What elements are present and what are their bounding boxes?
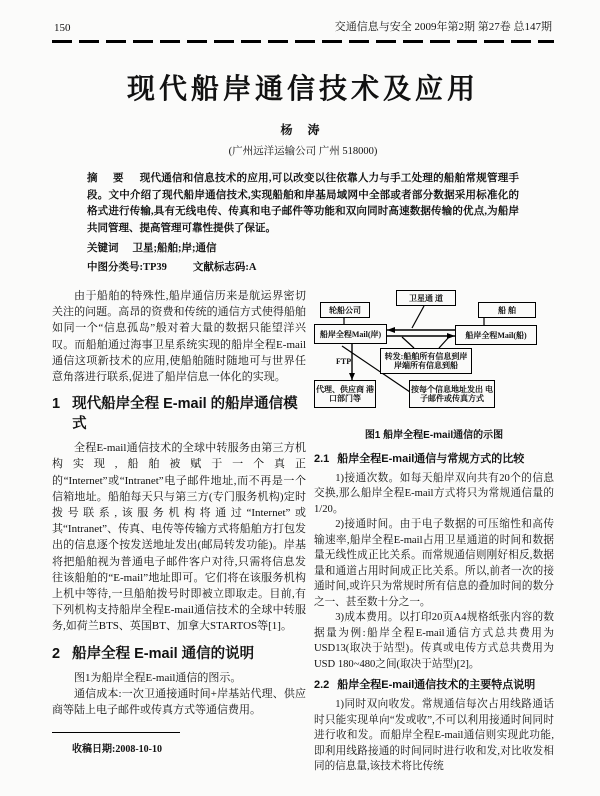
section-2-1-number: 2.1 (314, 452, 330, 465)
keywords-label: 关键词 (87, 242, 119, 254)
connection-count-paragraph: 1)接通次数。如每天船岸双向共有20个的信息交换,那么船岸全程E-mail方式将只为常规通信量的1/20。 (314, 472, 554, 515)
clc-label: 中图分类号: (87, 262, 143, 273)
footnote (52, 732, 306, 758)
figure-box-send-mode: 按每个信息地址发出 电子邮件或传真方式 (409, 380, 495, 408)
section-2-2-number: 2.2 (314, 679, 330, 691)
section-2-2-title: 船岸全程E-mail通信技术的主要特点说明 (337, 679, 536, 691)
author-name: 杨 涛 (280, 123, 326, 137)
figure-box-satellite-channel: 卫星通 道 (396, 290, 456, 306)
section-2-1-heading (314, 452, 554, 467)
figure-1 (314, 290, 554, 422)
section-2-heading (52, 644, 306, 664)
section-1-heading (52, 394, 306, 434)
figure-box-relay: 转发:船舶所有信息到岸 岸端所有信息到船 (380, 348, 472, 374)
section-1-paragraph: 全程E-mail通信技术的全球中转服务由第三方机构实现,船舶被赋于一个真正的“Internet”或“Intranet”电子邮件地址,而不再是一个信箱地址。船舶每天只与第三方(专门服务机构)定时拨号联系,该服务机构将通过“Internet”或其“Intranet”、传真、电传等传输方式将船舶方打包发出的信息逐个按发送地址发出(邮局转发功能)。岸基将把船舶视为普通电子邮件客户对待,只需将信息发往该船舶的“E-mail”地址即可。它们将在该服务机构上机中等待,一旦船舶拨号时即被立即取走。目前,有下列机构支持船岸全程E-mail通信技术的全球中转服务,如荷兰BTS、英国BT、加拿大STARTOS等[1]。 (52, 442, 306, 633)
section-1-number: 1 (52, 396, 61, 413)
abstract-text: 现代通信和信息技术的应用,可以改变以往依靠人力与手工处理的船舶常规管理手段。文中介绍了现代船岸通信技术,实现船舶和岸基局域网中全部或者部分数据采用标准化的格式进行传输,具有无线电传、传真和电子邮件等功能和双向同时高速数据传输的优点,为船岸共同管理、提高管理可靠性提供了保证。 (87, 173, 519, 234)
right-column (314, 288, 554, 775)
figure-1-caption: 图1 船岸全程E-mail通信的示图 (364, 430, 504, 441)
section-2-2-heading (314, 678, 554, 693)
abstract (87, 170, 519, 237)
footnote-divider (52, 732, 180, 733)
duplex-paragraph: 1)同时双向收发。常规通信每次占用线路通话时只能实现单向“发或收”,不可以利用接通时间同时进行收和发。而船岸全程E-mail通信则实现此功能,即利用线路接通的时间同时进行收和发,对比收发相同的信息量,该技术将比传统 (314, 699, 554, 772)
doc-code-label: 文献标志码: (192, 262, 249, 273)
figure-box-mail-shore: 船岸全程Mail(岸) (314, 324, 387, 344)
abstract-label: 摘 要 (87, 172, 130, 184)
header-divider (52, 40, 554, 43)
section-2-1-title: 船岸全程E-mail通信与常规方式的比较 (337, 452, 525, 465)
clc-value: TP39 (143, 262, 167, 273)
left-column (52, 288, 306, 775)
clc-line (87, 259, 519, 274)
page-number: 150 (54, 22, 71, 34)
figure-box-shipping-company: 轮船公司 (320, 302, 370, 318)
figure-box-ship: 船 舶 (478, 302, 536, 318)
connection-time-paragraph: 2)接通时间。由于电子数据的可压缩性和高传输速率,船岸全程E-mail占用卫星通道的时间和数据量无线性成正比关系。而常规通信则刚好相反,数据量和通道占用时间成正比关系。所以,前者一次的接通时间,或许只为常规时所有信息的叠加时间的数分之一、甚至数十分之一。 (314, 519, 554, 608)
figure-box-agents: 代理、供应商 港口部门等 (314, 380, 376, 408)
figure-label-ftp: FTP (336, 357, 352, 366)
section-2-number: 2 (52, 645, 61, 662)
section-2-title: 船岸全程 E-mail 通信的说明 (72, 645, 255, 662)
intro-paragraph: 由于船舶的特殊性,船岸通信历来是航运界密切关注的问题。高昂的资费和传统的通信方式使得船舶如同一个“信息孤岛”般对着大量的数据只能望洋兴叹。而船舶通过海事卫星系统实现的船岸全程E-mail通信这项新技术的应用,使船舶随时随地可与世界任意角落进行联系,促进了船岸信息一体化的实现。 (52, 290, 306, 384)
keywords-text: 卫星;船舶;岸;通信 (132, 243, 217, 254)
cost-paragraph: 3)成本费用。以打印20页A4规格纸张内容的数据量为例:船岸全程E-mail通信方式总共费用为USD13(取决于站型)。传真或电传方式总共费用为USD 180~480之间(取决于站型)[2]。 (314, 612, 554, 670)
page-header (52, 14, 554, 39)
communication-cost-paragraph: 通信成本:一次卫通接通时间+岸基站代理、供应商等陆上电子邮件或传真方式等通信费用。 (52, 687, 306, 717)
received-date: 收稿日期:2008-10-10 (72, 744, 162, 756)
paper-title: 现代船岸通信技术及应用 (126, 73, 479, 104)
figure-reference-paragraph: 图1为船岸全程E-mail通信的图示。 (74, 671, 242, 684)
doc-code-value: A (248, 262, 257, 273)
two-column-body (52, 288, 554, 775)
author-affiliation: (广州远洋运输公司 广州 518000) (228, 146, 378, 157)
keywords (87, 240, 519, 255)
figure-box-mail-ship: 船岸全程Mail(船) (455, 325, 537, 345)
journal-info: 交通信息与安全 2009年第2期 第27卷 总147期 (334, 21, 552, 33)
section-1-title: 现代船岸全程 E-mail 的船岸通信模式 (72, 396, 298, 433)
